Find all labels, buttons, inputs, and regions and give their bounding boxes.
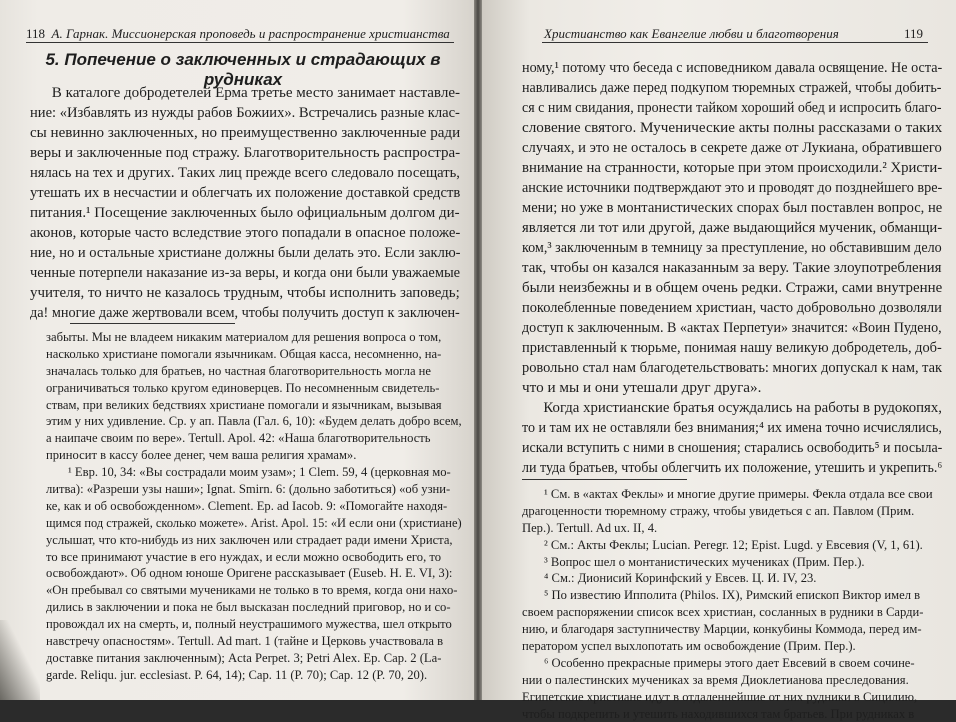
text-line: да! многие даже жертвовали всем, чтобы получить доступ к заключен- [30,304,460,321]
text-line: ператором успел выхлопотать им освобождение (Прим. Пер.). [522,639,856,654]
text-line: литва): «Разреши узы наши»; Ignat. Smirn. 6: (дольно заботиться) «об узни- [46,482,451,497]
text-line: драгоценности тюремному стражу, чтобы увидеться с ап. Павлом (Прим. [522,503,915,518]
text-line: чтобы подкрепить и утешить находившихся там братьев. При рудниках в [522,706,915,721]
right-page-number: 119 [904,26,924,41]
text-line: то все принимают участие в его нуждах, и если можно освободить его, то [46,549,441,564]
text-line: поколебленные поведением христиан, часто добровольно дозволяли [522,299,942,316]
left-page-header [26,26,450,42]
text-line: «Он пребывал со святыми мучениками не только в то время, когда они нахо- [46,583,458,598]
text-line: нию, и благодаря заступничеству Марции, конкубины Коммода, перед им- [522,622,922,637]
section-heading: 5. Попечение о заключенных и страдающих в рудниках [45,50,441,89]
text-line: искали вступить с ними в сношения; старались освободить⁵ и посыла- [522,439,943,456]
text-line: ¹ Евр. 10, 34: «Вы сострадали моим узам»; 1 Clem. 59, 4 (церковная мо- [68,465,451,480]
text-line: ⁵ По известию Ипполита (Philos. IX), Римский епископ Виктор имел в [544,588,921,603]
text-line: является ли тот или другой, даже выдающийся мученик, обманщи- [522,219,943,236]
text-line: ¹ См. в «актах Феклы» и многие другие примеры. Фекла отдала все свои [544,487,933,501]
text-line: ли туда братьев, чтобы облегчить их положение, утешить и укрепить.⁶ [522,459,943,476]
text-line: а наипаче своим по вере». Tertull. Apol. 42: «Наша благотворительность [46,431,431,446]
text-line: ченные потерпели наказание из-за веры, и когда они были уважаемые [30,264,461,281]
text-line: что и мы и они утешали друг друга». [522,379,762,396]
text-line: случаях, и это не осталось в секрете даже от Лукиана, обратившего [522,139,942,156]
text-line: утешать их в несчастии и облегчать их положение доставкой средств [30,184,461,201]
text-line: щимся под стражей, сколько можете». Arist. Apol. 15: «И если они (христиане) [46,515,462,530]
text-line: своем распоряжении список всех христиан, сосланных в рудники в Сарди- [522,605,924,620]
text-line: анские источники подтверждают это и проводят до позднейшего вре- [522,179,943,196]
right-running-title: Христианство как Евангелие любви и благотворения [544,26,839,41]
text-line: ² См.: Акты Феклы; Lucian. Peregr. 12; Epist. Lugd. у Евсевия (V, 1, 61). [544,537,923,552]
text-line: garde. Reliqu. jur. ecclesiast. P. 64, 14); Cap. 11 (P. 70); Cap. 12 (P. 70, 20). [46,667,428,682]
text-line: Когда христианские братья осуждались на работы в рудокопях, [543,399,942,416]
right-header-rule [542,42,928,43]
text-line: насколько христиане помогали язычникам. Общая касса, несомненно, на- [46,346,442,361]
right-footnote-rule [522,479,687,480]
text-line: ние, но и остальные христиане должны были делать это. Если заклю- [30,244,461,261]
text-line: ³ Вопрос шел о монтанистических мучениках (Прим. Пер.). [544,554,865,569]
text-line: словение святого. Мученические акты полны рассказами о таких [522,119,943,136]
right-page [482,0,956,721]
left-header-rule [26,42,454,43]
text-line: дились в заключении и пока не был высказан последний приговор, но и со- [46,600,451,615]
text-line: внимание на странности, которые при этом происходили.² Христи- [522,159,943,176]
text-line: так, чтобы он казался наказанным за веру. Такие злоупотребления [522,259,942,276]
text-line: ограничиваться только кругом единоверцев. По несомненным свидетель- [46,380,440,395]
right-footnotes [522,486,942,722]
text-line: мени; но уже в монтанистических спорах был поставлен вопрос, не [522,199,943,216]
left-page-number: 118 [26,26,46,41]
text-line: ⁴ См.: Дионисий Коринфский у Евсев. Ц. И. IV, 23. [544,571,817,586]
right-body-text [522,58,942,478]
text-line: ствам, при великих бедствиях христиане помогали и язычникам, вызывая [46,397,442,412]
left-page [0,0,474,700]
text-line: провождал их на смерть, и, полный неустрашимого мужества, шел открыто [46,617,452,632]
text-line: освобождают». Об одном юноше Оригене рассказывает (Euseb. H. E. VI, 3): [46,566,453,581]
text-line: аконов, которые часто вследствие этого попадали в опасное положе- [30,224,461,241]
left-footnotes [46,329,462,684]
text-line: доступ к заключенным. В «актах Перпетуи» значится: «Воин Пудено, [522,319,942,336]
text-line: питания.¹ Посещение заключенных было официальным долгом ди- [30,204,460,221]
text-line: учителя, то ничто не казалось трудным, чтобы исполнить заповедь; [30,284,460,301]
text-line: приставленный к тюрьме, понимая нашу великую добродетель, доб- [522,339,942,356]
text-line: то и там их не оставляли без внимания;⁴ их имена точно исчислялись, [522,419,942,436]
right-page-header [544,26,924,42]
left-running-title: А. Гарнак. Миссионерская проповедь и распространение христианства [51,26,450,41]
text-line: нялась на тех и других. Таких лиц прежде всего следовало посещать, [30,164,460,181]
text-line: ному,¹ потому что беседа с исповедником давала освящение. Не оста- [522,59,943,76]
text-line: ⁶ Особенно прекрасные примеры этого дает Евсевий в своем сочине- [544,655,915,670]
text-line: ком,³ заключенным в темницу за преступление, но обставившим дело [522,239,942,256]
text-line: навстречу опасностям». Tertull. Ad mart. 1 (тайне и Церковь участвовала в [46,634,444,649]
text-line: нии о палестинских мучениках за время Диоклетианова преследования. [522,672,909,687]
page-corner-shadow [0,620,40,700]
text-line: Пер.). Tertull. Ad ux. II, 4. [522,520,658,535]
text-line: веры и заключенные под стражу. Благотворительность распростра- [30,144,461,161]
text-line: услышат, что кто-нибудь из них заключен или страдает ради имени Христа, [46,532,453,547]
text-line: доставке питания заключенным); Acta Perpet. 3; Petri Alex. Ep. Cap. 2 (La- [46,650,442,665]
left-footnote-rule [70,323,235,324]
left-body-text [30,83,460,323]
text-line: этим у них удивление. Ср. у ап. Павла (Гал. 6, 10): «Будем делать добро всем, [46,414,462,429]
text-line: ровольно стал нам благодетельствовать: многих допускал к нам, так [522,359,943,376]
text-line: значалась только для братьев, но частная благотворительность могла не [46,363,432,378]
text-line: забыты. Мы не владеем никаким материалом для решения вопроса о том, [46,330,442,344]
text-line: сы невинно заключенных, но преимущественно заключенные ради [30,124,461,141]
text-line: были неизбежны и в общем очень редки. Стражи, сами внутренне [522,279,943,296]
text-line: В каталоге добродетелей Ерма третье место занимает наставле- [51,84,461,101]
book-gutter [474,0,482,700]
text-line: ке, как и об освобожденном». Clement. Ep. ad Iacob. 9: «Помогайте находя- [46,498,448,513]
text-line: ние: «Избавлять из нужды рабов Божиих». Встречались разные клас- [30,104,460,121]
text-line: навливались даже перед подкупом тюремных стражей, чтобы добить- [522,79,942,96]
text-line: приносит в кассу более денег, чем ваша религия храмам». [46,448,357,463]
text-line: ся с ним свидания, пронести тайком хороший обед и испросить благо- [522,99,942,116]
text-line: Египетские христиане идут в отдаленнейшие от них рудники в Сицилию, [522,689,918,704]
